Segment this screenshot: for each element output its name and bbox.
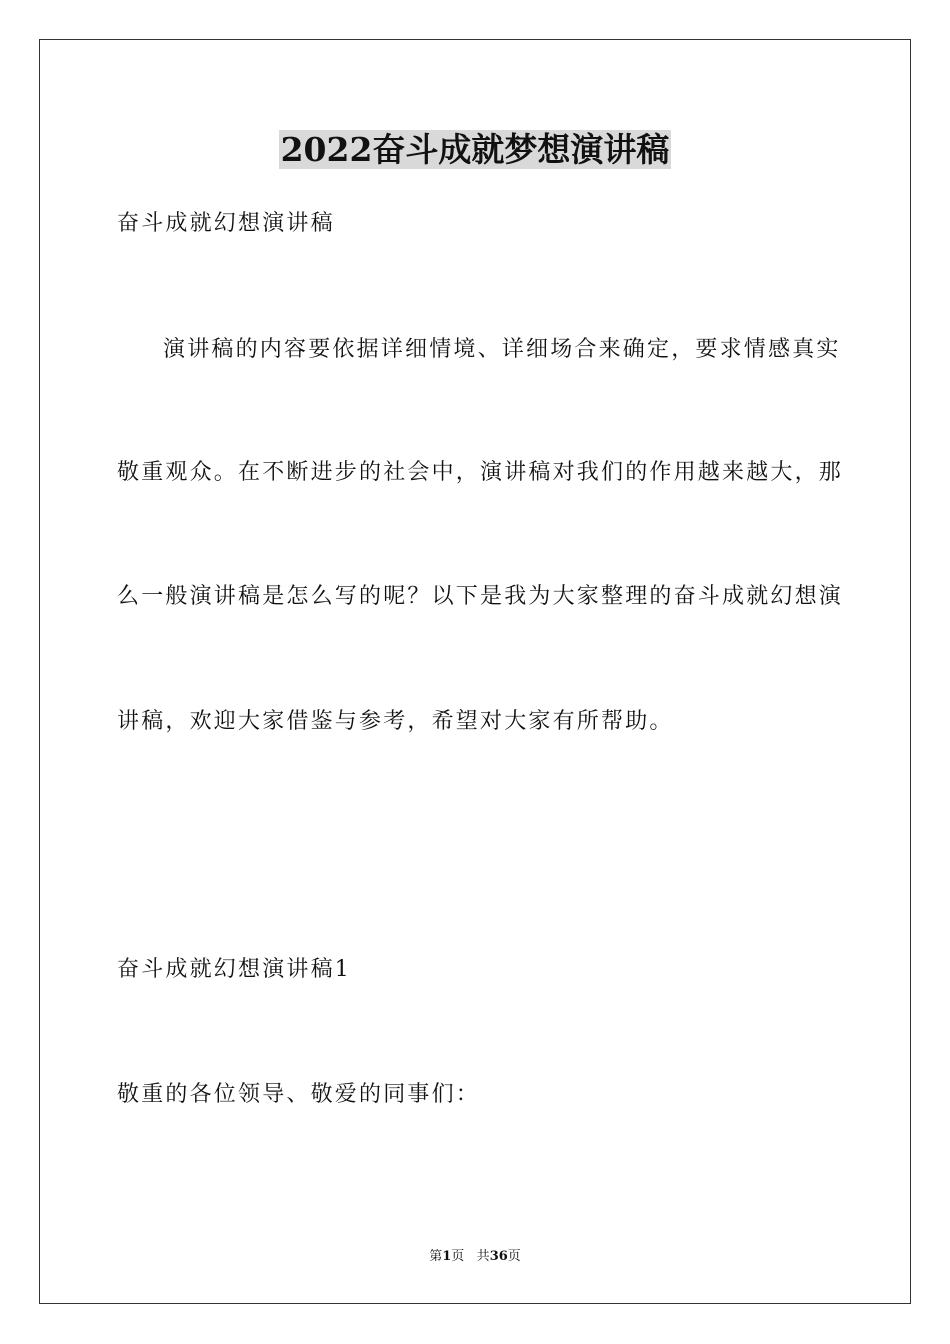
intro-line-2: 敬重观众。在不断进步的社会中，演讲稿对我们的作用越来越大，那 [117,460,844,485]
subtitle: 奋斗成就幻想演讲稿 [117,211,335,236]
page-footer [0,1248,950,1266]
intro-line-3: 么一般演讲稿是怎么写的呢？以下是我为大家整理的奋斗成就幻想演 [117,584,844,609]
intro-line-1: 演讲稿的内容要依据详细情境、详细场合来确定，要求情感真实 [163,337,841,362]
footer-page-suffix: 页 [451,1249,465,1264]
footer-total-prefix: 共 [476,1249,490,1264]
footer-total-suffix: 页 [507,1249,521,1264]
salutation: 敬重的各位领导、敬爱的同事们： [117,1082,481,1107]
footer-prefix: 第 [429,1249,443,1264]
document-title [0,128,950,172]
footer-total-pages: 36 [489,1249,508,1264]
intro-line-4: 讲稿，欢迎大家借鉴与参考，希望对大家有所帮助。 [117,709,674,734]
document-title-text: 2022奋斗成就梦想演讲稿 [280,130,670,169]
footer-page-number: 1 [442,1249,452,1264]
section-heading: 奋斗成就幻想演讲稿1 [117,957,351,982]
